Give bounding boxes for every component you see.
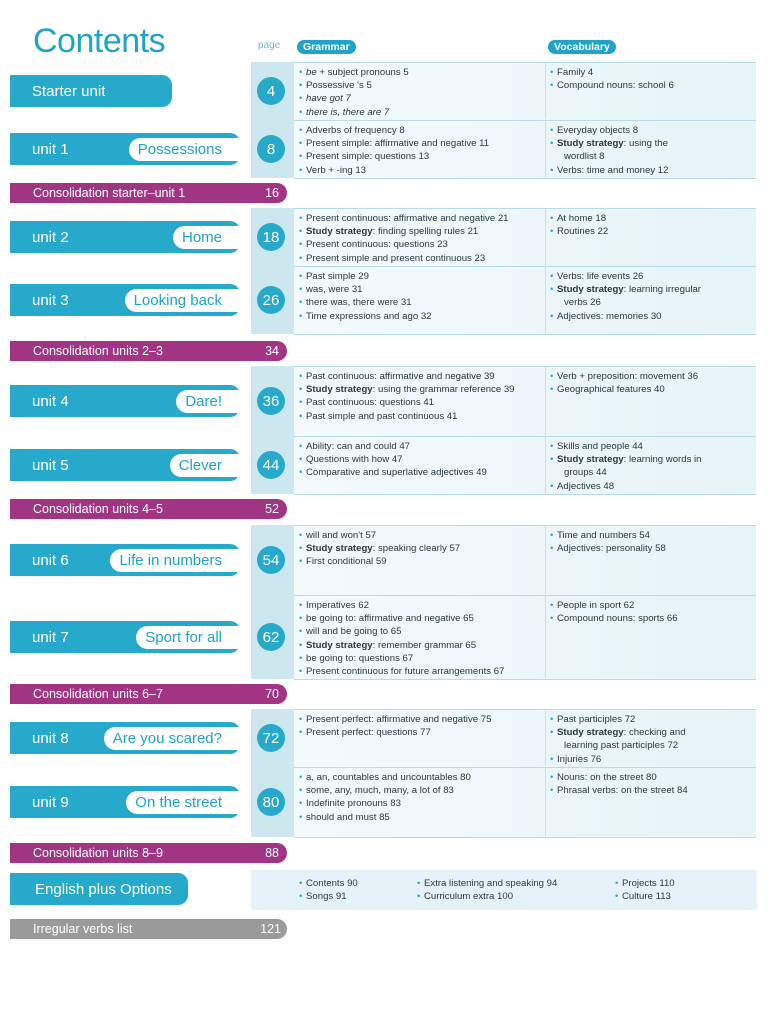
topic-item: • Routines 22: [550, 225, 608, 238]
page-number[interactable]: 72: [257, 724, 285, 752]
page-number[interactable]: 44: [257, 451, 285, 479]
topic-item: • Study strategy: using the grammar reference 39: [299, 383, 515, 396]
topic-list: [299, 66, 409, 119]
unit-label: unit 2: [32, 228, 69, 246]
topic-item: • Everyday objects 8: [550, 124, 668, 137]
topic-item: • Past participles 72: [550, 713, 686, 726]
unit-name: Clever: [170, 454, 240, 477]
unit-name: Life in numbers: [110, 549, 240, 572]
unit-row: [0, 767, 768, 837]
topic-item: • Past continuous: questions 41: [299, 396, 515, 409]
topic-item: • was, were 31: [299, 283, 432, 296]
topic-item: • First conditional 59: [299, 555, 460, 568]
topic-item: • Present continuous: affirmative and negative 21: [299, 212, 509, 225]
unit-label: unit 3: [32, 291, 69, 309]
page-number[interactable]: 54: [257, 546, 285, 574]
topic-item: • Study strategy: learning irregular: [550, 283, 701, 296]
consolidation-bar[interactable]: [10, 341, 287, 361]
column-divider: [545, 209, 546, 265]
topic-item: • Questions with how 47: [299, 453, 487, 466]
topic-item: • Compound nouns: school 6: [550, 79, 674, 92]
options-item: • Culture 113: [615, 890, 675, 903]
topic-list: [299, 529, 460, 569]
consolidation-bar[interactable]: [10, 843, 287, 863]
topic-item: groups 44: [564, 467, 607, 479]
unit-row: [0, 366, 768, 436]
page-number[interactable]: 8: [257, 135, 285, 163]
options-item: • Extra listening and speaking 94: [417, 877, 557, 890]
unit-label: unit 7: [32, 628, 69, 646]
column-divider: [545, 121, 546, 177]
unit-name: Sport for all: [136, 626, 240, 649]
topic-item: • Verb + -ing 13: [299, 164, 489, 177]
topic-list: [299, 270, 432, 323]
unit-row: [0, 62, 768, 120]
unit-label: unit 9: [32, 793, 69, 811]
topic-item: • Present perfect: questions 77: [299, 726, 491, 739]
topic-item: • Study strategy: learning words in: [550, 453, 702, 466]
topic-item: learning past participles 72: [564, 740, 679, 752]
topic-item: • Past simple and past continuous 41: [299, 410, 515, 423]
unit-tab[interactable]: [10, 284, 240, 316]
column-divider: [545, 526, 546, 594]
page-column-label: page: [258, 40, 281, 51]
irregular-verbs-label: Irregular verbs list: [33, 922, 133, 936]
topic-item: • have got 7: [299, 92, 409, 105]
unit-tab[interactable]: [10, 133, 240, 165]
consolidation-page: 16: [265, 186, 279, 200]
topic-item: • Nouns: on the street 80: [550, 771, 688, 784]
options-list-3: [615, 877, 675, 903]
unit-tab[interactable]: [10, 221, 240, 253]
unit-tab[interactable]: [10, 449, 240, 481]
unit-name: On the street: [126, 791, 240, 814]
unit-tab[interactable]: [10, 75, 172, 107]
topic-item: • Geographical features 40: [550, 383, 698, 396]
unit-row: [0, 266, 768, 334]
unit-row: [0, 120, 768, 178]
topic-item: • Phrasal verbs: on the street 84: [550, 784, 688, 797]
topic-list: [299, 124, 489, 177]
column-divider: [545, 63, 546, 119]
options-list-1: [299, 877, 358, 903]
topic-item: • be going to: questions 67: [299, 652, 504, 665]
consolidation-page: 34: [265, 344, 279, 358]
unit-name: Dare!: [176, 390, 240, 413]
topic-item: • Present continuous for future arrangements 67: [299, 665, 504, 678]
topic-list: [299, 599, 504, 678]
topic-item: • Present simple and present continuous 23: [299, 252, 509, 265]
page-number[interactable]: 4: [257, 77, 285, 105]
topic-list: [299, 440, 487, 480]
unit-label: unit 4: [32, 392, 69, 410]
options-item: • Songs 91: [299, 890, 358, 903]
topic-list: [550, 370, 698, 396]
topic-item: • At home 18: [550, 212, 608, 225]
topic-item: • Adjectives 48: [550, 480, 702, 493]
column-divider: [545, 437, 546, 493]
column-divider: [545, 710, 546, 766]
topic-list: [550, 66, 674, 92]
topic-list: [299, 713, 491, 739]
topic-item: • Verb + preposition: movement 36: [550, 370, 698, 383]
unit-label: unit 5: [32, 456, 69, 474]
topic-item: • Possessive 's 5: [299, 79, 409, 92]
consolidation-label: Consolidation units 6–7: [33, 687, 163, 701]
consolidation-bar[interactable]: [10, 684, 287, 704]
topic-item: • Past continuous: affirmative and negative 39: [299, 370, 515, 383]
topic-item: • Family 4: [550, 66, 674, 79]
column-divider: [545, 768, 546, 836]
topic-list: [299, 370, 515, 423]
topic-item: • will and be going to 65: [299, 625, 504, 638]
topic-list: [550, 599, 678, 625]
options-item: • Projects 110: [615, 877, 675, 890]
grammar-column-header: Grammar: [297, 40, 356, 54]
topic-item: • Verbs: time and money 12: [550, 164, 668, 177]
page-number[interactable]: 26: [257, 286, 285, 314]
options-item: • Curriculum extra 100: [417, 890, 557, 903]
unit-row: [0, 436, 768, 494]
topic-item: • Compound nouns: sports 66: [550, 612, 678, 625]
topic-list: [550, 270, 701, 323]
topic-item: • a, an, countables and uncountables 80: [299, 771, 471, 784]
options-row: [10, 870, 757, 910]
topic-item: • Adjectives: memories 30: [550, 310, 701, 323]
unit-row: [0, 208, 768, 266]
topic-item: • be + subject pronouns 5: [299, 66, 409, 79]
topic-item: • People in sport 62: [550, 599, 678, 612]
consolidation-page: 52: [265, 502, 279, 516]
topic-item: • Adjectives: personality 58: [550, 542, 666, 555]
unit-row: [0, 595, 768, 679]
topic-item: wordlist 8: [564, 151, 605, 163]
unit-tab[interactable]: [10, 722, 240, 754]
topic-item: • be going to: affirmative and negative 65: [299, 612, 504, 625]
topic-item: • some, any, much, many, a lot of 83: [299, 784, 471, 797]
page-number[interactable]: 18: [257, 223, 285, 251]
options-list-2: [417, 877, 557, 903]
consolidation-page: 88: [265, 846, 279, 860]
topic-item: verbs 26: [564, 297, 601, 309]
unit-label: unit 1: [32, 140, 69, 158]
consolidation-label: Consolidation units 2–3: [33, 344, 163, 358]
topic-item: • Time expressions and ago 32: [299, 310, 432, 323]
unit-tab[interactable]: [10, 786, 240, 818]
topic-item: • Study strategy: finding spelling rules 21: [299, 225, 509, 238]
unit-name: Looking back: [125, 289, 240, 312]
topic-item: • Skills and people 44: [550, 440, 702, 453]
topic-list: [550, 124, 668, 177]
page-title: Contents: [33, 22, 166, 60]
options-tab[interactable]: [10, 873, 188, 905]
unit-label: unit 8: [32, 729, 69, 747]
topic-item: • Ability: can and could 47: [299, 440, 487, 453]
page-number[interactable]: 36: [257, 387, 285, 415]
topic-item: • will and won't 57: [299, 529, 460, 542]
options-label: English plus Options: [35, 880, 172, 898]
vocabulary-column-header: Vocabulary: [548, 40, 616, 54]
topic-item: • Study strategy: speaking clearly 57: [299, 542, 460, 555]
consolidation-bar[interactable]: [10, 183, 287, 203]
topic-item: • Present continuous: questions 23: [299, 238, 509, 251]
irregular-verbs-bar[interactable]: [10, 919, 287, 939]
topic-list: [299, 771, 471, 824]
unit-row: [0, 525, 768, 595]
unit-label: unit 6: [32, 551, 69, 569]
page-number[interactable]: 80: [257, 788, 285, 816]
topic-list: [299, 212, 509, 265]
topic-item: • Imperatives 62: [299, 599, 504, 612]
unit-name: Possessions: [129, 138, 240, 161]
column-divider: [545, 267, 546, 333]
topic-item: • Time and numbers 54: [550, 529, 666, 542]
options-content: [251, 870, 757, 910]
unit-label: Starter unit: [32, 82, 106, 100]
unit-name: Home: [173, 226, 240, 249]
topic-item: • Indefinite pronouns 83: [299, 797, 471, 810]
unit-tab[interactable]: [10, 621, 240, 653]
topic-item: • Study strategy: using the: [550, 137, 668, 150]
column-divider: [545, 367, 546, 435]
topic-item: • there was, there were 31: [299, 296, 432, 309]
consolidation-label: Consolidation starter–unit 1: [33, 186, 186, 200]
topic-item: • Study strategy: remember grammar 65: [299, 639, 504, 652]
topic-item: • Adverbs of frequency 8: [299, 124, 489, 137]
topic-list: [550, 529, 666, 555]
irregular-verbs-page: 121: [260, 922, 281, 936]
consolidation-label: Consolidation units 4–5: [33, 502, 163, 516]
topic-list: [550, 440, 702, 493]
topic-item: • Verbs: life events 26: [550, 270, 701, 283]
topic-list: [550, 713, 686, 766]
topic-item: • Present simple: questions 13: [299, 150, 489, 163]
unit-row: [0, 709, 768, 767]
unit-tab[interactable]: [10, 544, 240, 576]
options-item: • Contents 90: [299, 877, 358, 890]
consolidation-bar[interactable]: [10, 499, 287, 519]
topic-item: • Past simple 29: [299, 270, 432, 283]
topic-list: [550, 212, 608, 238]
topic-item: • Present simple: affirmative and negative 11: [299, 137, 489, 150]
unit-tab[interactable]: [10, 385, 240, 417]
page-number[interactable]: 62: [257, 623, 285, 651]
topic-item: • Present perfect: affirmative and negative 75: [299, 713, 491, 726]
topic-list: [550, 771, 688, 797]
consolidation-label: Consolidation units 8–9: [33, 846, 163, 860]
column-divider: [545, 596, 546, 678]
unit-name: Are you scared?: [104, 727, 240, 750]
topic-item: • Injuries 76: [550, 753, 686, 766]
topic-item: • Comparative and superlative adjectives 49: [299, 466, 487, 479]
topic-item: • should and must 85: [299, 811, 471, 824]
consolidation-page: 70: [265, 687, 279, 701]
topic-item: • there is, there are 7: [299, 106, 409, 119]
topic-item: • Study strategy: checking and: [550, 726, 686, 739]
